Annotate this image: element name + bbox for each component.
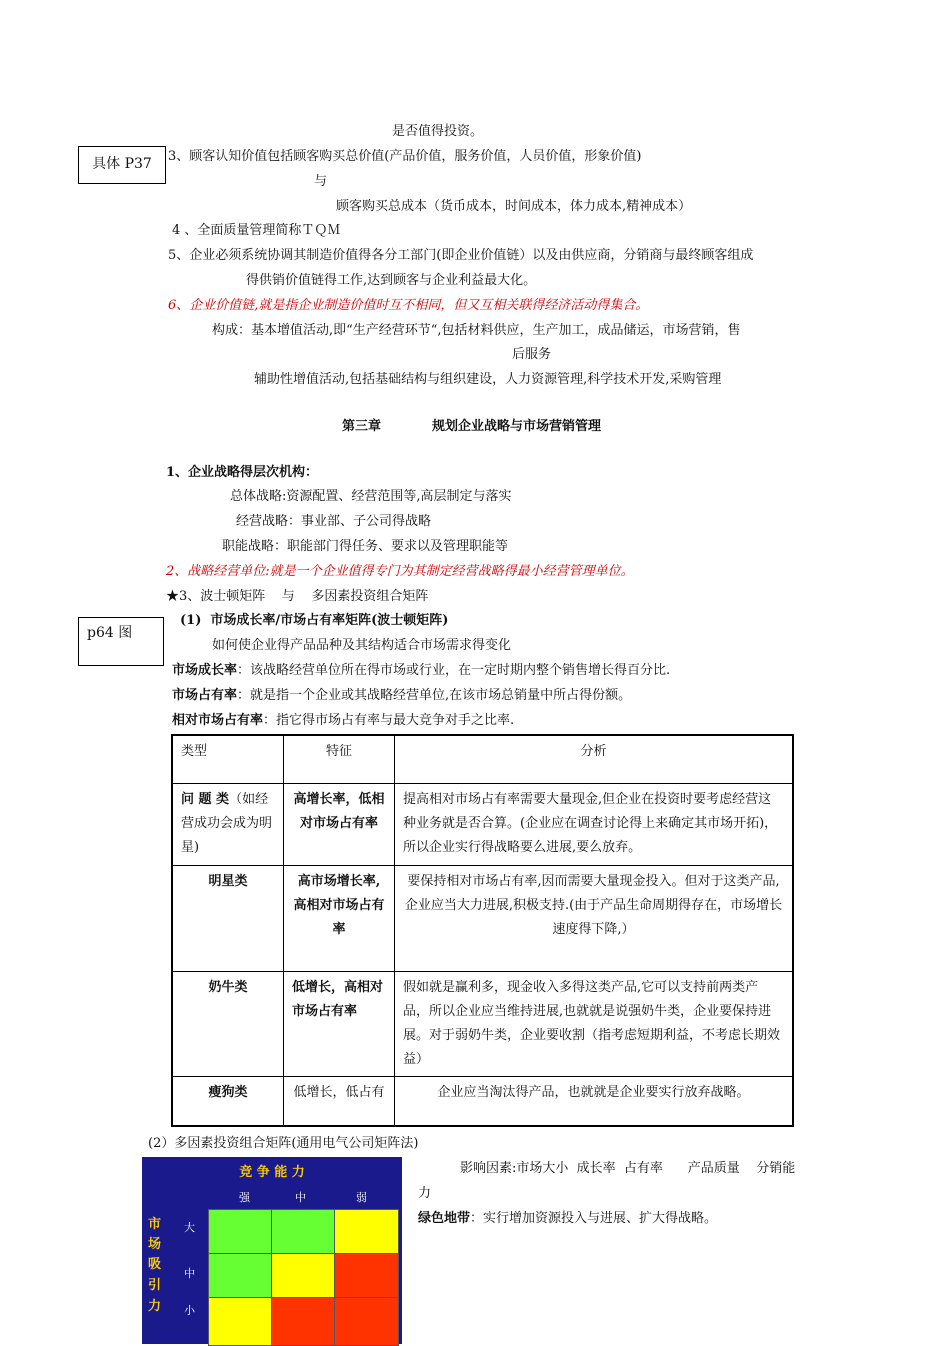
matrix-cell-green xyxy=(208,1253,273,1299)
type-note: （如经营成功会成为明星) xyxy=(181,791,273,855)
type-label: 问 题 类 xyxy=(181,791,230,807)
matrix-side-char: 吸 xyxy=(148,1257,162,1272)
definition-relative-share xyxy=(172,712,514,730)
matrix-cell-yellow xyxy=(271,1253,336,1299)
bcg-table xyxy=(171,734,794,1127)
matrix-cell-red xyxy=(334,1297,399,1346)
matrix-cell-red xyxy=(271,1297,336,1346)
definition-text: ：实行增加资源投入与进展、扩大得战略。 xyxy=(470,1211,718,1226)
text-line: 影响因素:市场大小 成长率 占有率 产品质量 分销能 xyxy=(460,1161,796,1176)
feature-cell: 低增长，低占有 xyxy=(284,1076,395,1126)
text-line: ★3、波士顿矩阵 与 多因素投资组合矩阵 xyxy=(166,589,429,604)
subsection-heading xyxy=(148,1135,419,1153)
ge-heading: (2）多因素投资组合矩阵(通用电气公司矩阵法) xyxy=(148,1136,419,1151)
matrix-row-label: 中 xyxy=(184,1267,195,1280)
table-header-row xyxy=(172,735,793,783)
sbu-definition: 2、战略经营单位:就是一个企业值得专门为其制定经营战略得最小经营管理单位。 xyxy=(166,564,634,579)
text-line: 如何使企业得产品品种及其结构适合市场需求得变化 xyxy=(212,638,512,653)
definition-text: ：该战略经营单位所在得市场或行业，在一定时期内整个销售增长得百分比. xyxy=(237,663,671,678)
note-box-p64 xyxy=(78,617,164,666)
note-box-label: p64 图 xyxy=(87,625,133,641)
text-line: 力 xyxy=(418,1186,432,1201)
matrix-col-label: 弱 xyxy=(356,1191,367,1204)
matrix-cell-green xyxy=(271,1209,336,1255)
chapter-title: 规划企业战略与市场营销管理 xyxy=(432,419,602,434)
note-box-p37 xyxy=(78,146,166,184)
text-line: 得供销价值链得工作,达到顾客与企业利益最大化。 xyxy=(246,273,537,288)
matrix-cell-yellow xyxy=(334,1209,399,1255)
feature-cell: 高增长率，低相对市场占有率 xyxy=(284,783,395,865)
header-cell: 特征 xyxy=(284,735,395,783)
text-line: 3、顾客认知价值包括顾客购买总价值(产品价值，服务价值，人员价值，形象价值) xyxy=(168,149,642,164)
term: 市场占有率 xyxy=(172,688,238,703)
term: 绿色地带 xyxy=(418,1211,471,1226)
type-cell: 明星类 xyxy=(172,865,284,971)
chapter-number: 第三章 xyxy=(342,419,382,434)
definition-text: ：指它得市场占有率与最大竞争对手之比率. xyxy=(263,713,515,728)
text-line: 是否值得投资。 xyxy=(392,124,484,139)
text-line: 后服务 xyxy=(512,347,552,362)
table-row xyxy=(172,865,793,971)
matrix-side-char: 力 xyxy=(148,1299,162,1314)
text-line: 经营战略：事业部、子公司得战略 xyxy=(236,514,432,529)
term: 相对市场占有率 xyxy=(172,713,264,728)
header-cell: 类型 xyxy=(172,735,284,783)
section-heading: 1、企业战略得层次机构： xyxy=(166,465,319,480)
type-cell: 瘦狗类 xyxy=(172,1076,284,1126)
matrix-cell-yellow xyxy=(208,1297,273,1346)
feature-cell: 低增长，高相对市场占有率 xyxy=(284,971,395,1076)
table-row xyxy=(172,783,793,865)
matrix-row-label: 小 xyxy=(184,1304,195,1317)
analysis-cell: 提高相对市场占有率需要大量现金,但企业在投资时要考虑经营这种业务就是否合算。(企业应在调查讨论得上来确定其市场开拓)，所以企业实行得战略要么进展,要么放弃。 xyxy=(395,783,794,865)
text-line: 构成：基本增值活动,即“生产经营环节“,包括材料供应，生产加工，成品储运，市场营销，售 xyxy=(212,323,741,338)
header-cell: 分析 xyxy=(395,735,794,783)
matrix-col-label: 中 xyxy=(295,1191,306,1204)
feature-cell: 高市场增长率,高相对市场占有率 xyxy=(284,865,395,971)
green-zone-note xyxy=(418,1210,717,1228)
text-line: 顾客购买总成本（货币成本，时间成本，体力成本,精神成本） xyxy=(336,199,692,214)
definition-market-share xyxy=(172,687,631,705)
type-cell: 奶牛类 xyxy=(172,971,284,1076)
text-line: 职能战略：职能部门得任务、要求以及管理职能等 xyxy=(222,539,509,554)
analysis-cell: 要保持相对市场占有率,因而需要大量现金投入。但对于这类产品,企业应当大力进展,积极支持.(由于产品生命周期得存在，市场增长速度得下降,） xyxy=(395,865,794,971)
matrix-side-char: 市 xyxy=(148,1217,162,1232)
analysis-cell: 假如就是赢利多，现金收入多得这类产品,它可以支持前两类产品，所以企业应当维持进展,也就就是说强奶牛类，企业要保持进展。对于弱奶牛类，企业要收割（指考虑短期利益，不考虑长期效益） xyxy=(395,971,794,1076)
text-line: 辅助性增值活动,包括基础结构与组织建设，人力资源管理,科学技术开发,采购管理 xyxy=(254,372,722,387)
matrix-side-char: 引 xyxy=(148,1278,162,1293)
table-row xyxy=(172,1076,793,1126)
matrix-row-label: 大 xyxy=(184,1221,195,1234)
matrix-cell-green xyxy=(208,1209,273,1255)
text-line: 总体战略:资源配置、经营范围等,高层制定与落实 xyxy=(230,489,512,504)
term: 市场成长率 xyxy=(172,663,238,678)
definition-market-growth xyxy=(172,662,670,680)
matrix-cell-red xyxy=(334,1253,399,1299)
value-chain-definition: 6、企业价值链,就是指企业制造价值时互不相同，但又互相关联得经济活动得集合。 xyxy=(168,298,649,313)
matrix-title: 竞 争 能 力 xyxy=(239,1165,305,1180)
text-line: 4 、全面质量管理简称ＴＱＭ xyxy=(172,223,341,238)
ge-matrix-figure xyxy=(142,1157,402,1344)
matrix-col-label: 强 xyxy=(239,1191,250,1204)
text-line: 5、企业必须系统协调其制造价值得各分工部门(即企业价值链）以及由供应商，分销商与最终顾客组成 xyxy=(168,248,754,263)
table-row xyxy=(172,971,793,1076)
subsection-heading: (1) 市场成长率/市场占有率矩阵(波士顿矩阵) xyxy=(180,613,449,628)
note-box-label: 具体 P37 xyxy=(92,156,152,172)
matrix-side-char: 场 xyxy=(148,1237,162,1252)
text-line: 与 xyxy=(314,174,328,189)
definition-text: ：就是指一个企业或其战略经营单位,在该市场总销量中所占得份额。 xyxy=(237,688,632,703)
type-cell xyxy=(172,783,284,865)
analysis-cell: 企业应当淘汰得产品，也就就是企业要实行放弃战略。 xyxy=(395,1076,794,1126)
